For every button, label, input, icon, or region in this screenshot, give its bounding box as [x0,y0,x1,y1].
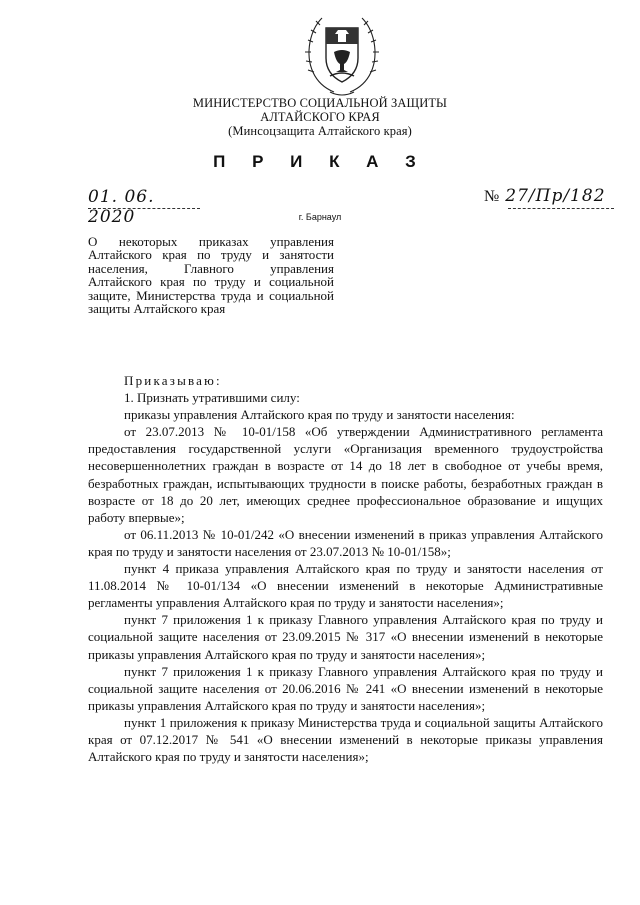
number-underline [508,208,614,209]
document-type-title: П Р И К А З [213,152,427,171]
body-paragraph: 1. Признать утратившими силу: [124,390,300,406]
order-number-field [484,186,614,206]
body-paragraph: от 06.11.2013 № 10-01/242 «О внесении изменений в приказ управления Алтайского края по труду и занятости населения от 23.07.2013 № 10-01/158»; [88,526,603,559]
body-paragraph: Приказываю: [124,373,222,388]
date-underline [88,208,200,209]
ministry-name-line2: АЛТАЙСКОГО КРАЯ [260,110,380,124]
body-paragraph: пункт 1 приложения к приказу Министерства труда и социальной защиты Алтайского края от 07.12.2017 № 541 «О внесении изменений в некоторые приказы управления Алтайского края по труду и занятости населения»; [88,714,603,765]
ministry-short-name: (Минсоцзащита Алтайского края) [228,124,412,138]
coat-of-arms-icon [304,12,380,98]
order-body [88,372,603,765]
order-subject: О некоторых приказах управления Алтайского края по труду и занятости населения, Главного управления Алтайского края по труду и социальной защите, Министерства труда и социальной защиты Алтайского края [88,234,334,317]
body-paragraph: пункт 7 приложения 1 к приказу Главного управления Алтайского края по труду и социальной защите населения от 20.06.2016 № 241 «О внесении изменений в некоторые приказы управления Алтайского края по труду и занятости населения»; [88,663,603,713]
ministry-name-line1: МИНИСТЕРСТВО СОЦИАЛЬНОЙ ЗАЩИТЫ [192,96,448,110]
body-paragraph: от 23.07.2013 № 10-01/158 «Об утверждении Административного регламента предоставления государственной услуги «Организация временного трудоустройства несовершеннолетних граждан в возрасте от 14 до 18 лет в свободное от учебы время, безработных граждан, испытывающих трудности в поиске работы, безработных граждан в возрасте от 18 до 20 лет, имеющих среднее профессиональное образование и ищущих работу впервые»; [88,424,603,525]
city-label: г. Барнаул [298,212,342,222]
number-sign: № [484,188,500,205]
body-paragraph: пункт 4 приказа управления Алтайского края по труду и занятости населения от 11.08.2014 № 10-01/134 «О внесении изменений в некоторые Административные регламенты управления Алтайского края по труду и занятости населения»; [88,561,603,611]
order-number: 27/Пр/182 [505,186,606,206]
order-date: 01. 06. 2020 [88,187,155,227]
ministry-name [0,96,640,138]
body-paragraph: пункт 7 приложения 1 к приказу Главного управления Алтайского края по труду и социальной защите населения от 23.09.2015 № 317 «О внесении изменений в некоторые приказы управления Алтайского края по труду и занятости населения»; [88,612,603,662]
body-paragraph: приказы управления Алтайского края по труду и занятости населения: [124,407,515,423]
